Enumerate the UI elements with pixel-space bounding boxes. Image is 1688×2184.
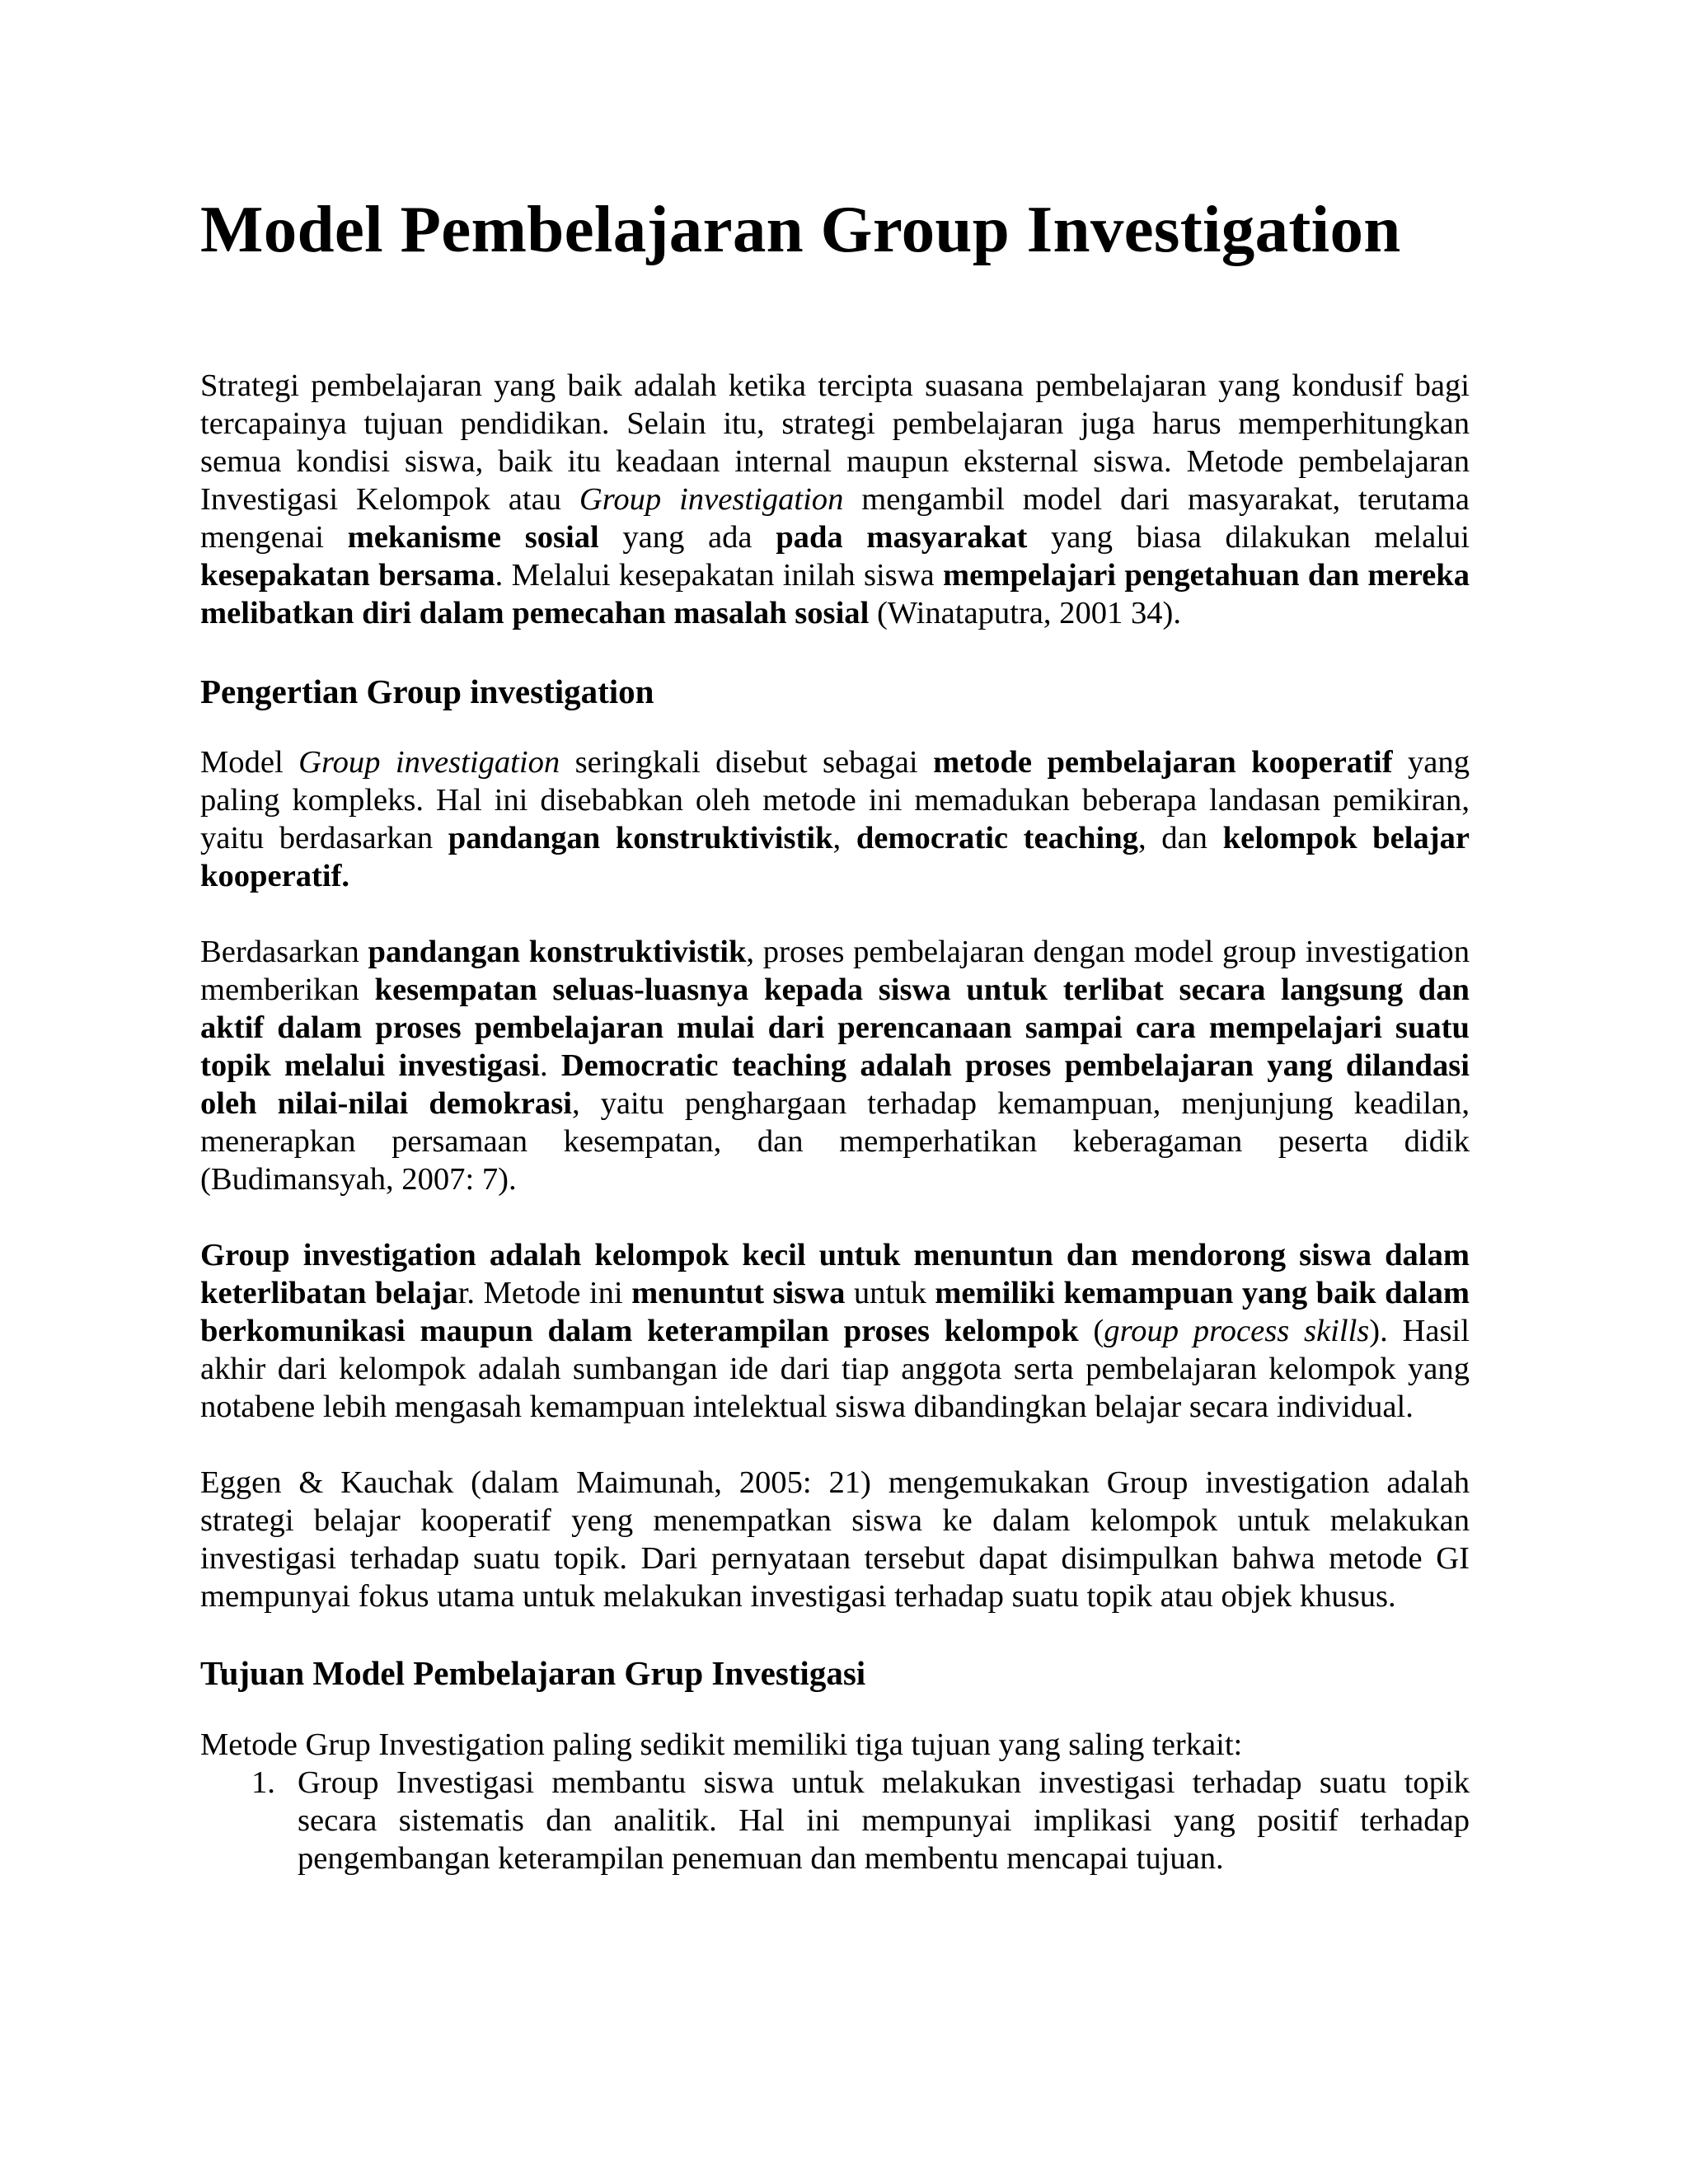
intro-bold-mempelajari: mempelajari pengetahuan dan mereka melibatkan diri dalam pemecahan masalah sosial — [200, 558, 1470, 631]
pengertian-paragraph-1 — [200, 743, 1470, 895]
intro-text-3: mengambil model dari masyarakat, terutama mengenai — [200, 482, 1470, 555]
p2-text-5: . — [539, 1048, 561, 1084]
intro-bold-kesepakatan: kesepakatan bersama — [200, 558, 495, 593]
intro-bold-masyarakat: pada masyarakat — [776, 520, 1028, 555]
list-item-text: Group Investigasi membantu siswa untuk melakukan investigasi terhadap suatu topik secara sistematis dan analitik. Hal ini mempunyai implikasi yang positif terhadap pengembangan keterampilan penemuan dan membentu mencapai tujuan. — [298, 1765, 1470, 1876]
section-heading-tujuan: Tujuan Model Pembelajaran Grup Investigasi — [200, 1654, 866, 1693]
p3-text-6: ( — [1078, 1314, 1104, 1349]
p1-bold-konstruktivistik: pandangan konstruktivistik — [448, 821, 833, 856]
p1-italic-term: Group investigation — [298, 745, 560, 780]
list-item — [200, 1764, 1470, 1877]
p1-text-9: , dan — [1137, 821, 1223, 856]
p1-text-1: Model — [200, 745, 299, 780]
p1-bold-kelompok: kelompok belajar kooperatif. — [200, 821, 1470, 894]
p3-bold-kemampuan: memiliki kemampuan yang baik dalam berkomunikasi maupun dalam keterampilan proses kelompok — [200, 1276, 1470, 1349]
pengertian-paragraph-4: Eggen & Kauchak (dalam Maimunah, 2005: 21) mengemukakan Group investigation adalah strategi belajar kooperatif yeng menempatkan siswa ke dalam kelompok untuk melakukan investigasi terhadap suatu topik. Dari pernyataan tersebut dapat disimpulkan bahwa metode GI mempunyai fokus utama untuk melakukan investigasi terhadap suatu topik atau objek khusus. — [200, 1465, 1470, 1615]
intro-text-5: yang ada — [598, 520, 776, 555]
p3-text-2: r. Metode ini — [457, 1276, 632, 1311]
intro-text-1: Strategi pembelajaran yang baik adalah ketika tercipta suasana pembelajaran yang kondusif bagi tercapainya tujuan pendidikan. Selain itu, strategi pembelajaran juga harus memperhitungkan semua kondisi siswa, baik itu keadaan internal maupun eksternal siswa. Metode pembelajaran Investigasi Kelompok atau — [200, 368, 1470, 518]
p2-bold-kesempatan: kesempatan seluas-luasnya kepada siswa untuk terlibat secara langsung dan aktif dalam proses pembelajaran mulai dari perencanaan sampai cara mempelajari suatu topik melalui investigasi — [200, 972, 1470, 1084]
intro-text-9: . Melalui kesepakatan inilah siswa — [495, 558, 944, 593]
p2-bold-konstruktivistik: pandangan konstruktivistik — [368, 935, 747, 970]
p3-italic-skills: group process skills — [1104, 1314, 1370, 1349]
intro-text-7: yang biasa dilakukan melalui — [1027, 520, 1470, 555]
p2-citation: , yaitu penghargaan terhadap kemampuan, menjunjung keadilan, menerapkan persamaan kesempatan, dan memperhatikan keberagaman peserta didik (Budimansyah, 2007: 7). — [200, 1086, 1470, 1197]
p3-bold-menuntut: menuntut siswa — [631, 1276, 846, 1311]
intro-citation: (Winataputra, 2001 34). — [869, 596, 1182, 631]
p2-text-1: Berdasarkan — [200, 935, 368, 970]
p1-text-3: seringkali disebut sebagai — [560, 745, 934, 780]
p1-text-5: yang paling kompleks. Hal ini disebabkan oleh metode ini memadukan beberapa landasan pemikiran, yaitu berdasarkan — [200, 745, 1470, 856]
intro-bold-mekanisme: mekanisme sosial — [347, 520, 599, 555]
list-item-number: 1. — [251, 1765, 275, 1800]
p3-bold-definition: Group investigation adalah kelompok kecil untuk menuntun dan mendorong siswa dalam keterlibatan belaja — [200, 1238, 1470, 1311]
tujuan-list — [200, 1764, 1470, 1877]
intro-paragraph — [200, 367, 1470, 632]
p2-bold-democratic: Democratic teaching adalah proses pembelajaran yang dilandasi oleh nilai-nilai demokrasi — [200, 1048, 1470, 1122]
pengertian-paragraph-2 — [200, 933, 1470, 1198]
p3-text-8: ). Hasil akhir dari kelompok adalah sumbangan ide dari tiap anggota serta pembelajaran kelompok yang notabene lebih mengasah kemampuan intelektual siswa dibandingkan belajar secara individual. — [200, 1314, 1470, 1425]
section-heading-pengertian: Pengertian Group investigation — [200, 673, 654, 711]
document-title: Model Pembelajaran Group Investigation — [200, 192, 1401, 266]
p3-text-4: untuk — [845, 1276, 935, 1311]
document-page — [200, 190, 1470, 1877]
p1-bold-democratic: democratic teaching — [856, 821, 1138, 856]
p2-text-3: , proses pembelajaran dengan model group investigation memberikan — [200, 935, 1470, 1008]
intro-italic-term: Group investigation — [579, 482, 844, 518]
tujuan-lead-paragraph: Metode Grup Investigation paling sedikit memiliki tiga tujuan yang saling terkait: — [200, 1727, 1243, 1762]
p1-text-7: , — [832, 821, 856, 856]
p1-bold-kooperatif: metode pembelajaran kooperatif — [933, 745, 1393, 780]
pengertian-paragraph-3 — [200, 1236, 1470, 1426]
